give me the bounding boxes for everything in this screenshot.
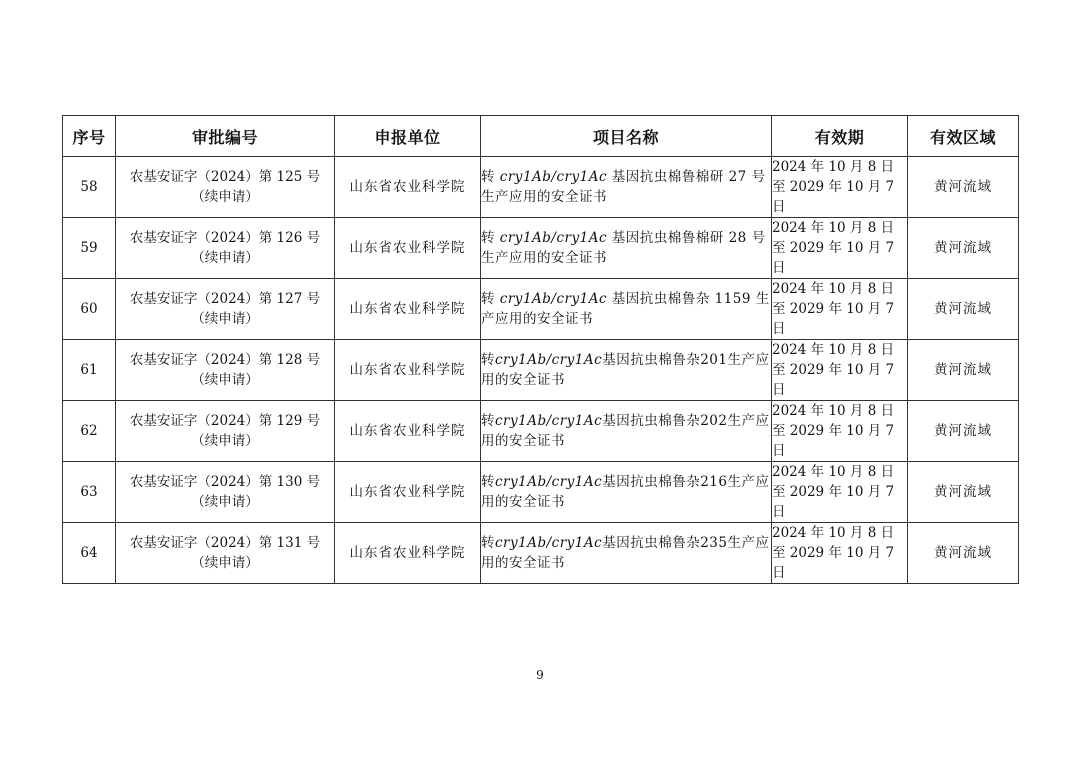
header-applicant-unit: 申报单位 xyxy=(335,116,481,157)
table-row xyxy=(63,157,1019,218)
approval-number-cell xyxy=(116,218,335,279)
project-name-suffix: 基因抗虫棉鲁杂202生产应用的安全证书 xyxy=(481,413,770,449)
project-name-prefix: 转 xyxy=(481,291,500,307)
project-name-cell xyxy=(481,279,772,340)
header-serial-number: 序号 xyxy=(63,116,116,157)
project-name-prefix: 转 xyxy=(481,230,500,246)
approval-number: 农基安证字（2024）第 125 号 xyxy=(129,169,321,185)
validity-period-cell: 2024 年 10 月 8 日至 2029 年 10 月 7 日 xyxy=(772,523,908,584)
applicant-unit-cell: 山东省农业科学院 xyxy=(335,523,481,584)
gene-name: cry1Ab/cry1Ac xyxy=(495,474,603,490)
project-name-cell xyxy=(481,157,772,218)
approval-number-cell xyxy=(116,523,335,584)
header-validity-period: 有效期 xyxy=(772,116,908,157)
renewal-note: （续申请） xyxy=(191,433,259,449)
project-name-suffix: 基因抗虫棉鲁杂235生产应用的安全证书 xyxy=(481,535,770,571)
project-name-cell xyxy=(481,401,772,462)
approval-number-cell xyxy=(116,279,335,340)
project-name-prefix: 转 xyxy=(481,352,495,368)
renewal-note: （续申请） xyxy=(191,189,259,205)
approval-number: 农基安证字（2024）第 126 号 xyxy=(129,230,321,246)
gene-name: cry1Ab/cry1Ac xyxy=(495,352,603,368)
applicant-unit-cell: 山东省农业科学院 xyxy=(335,279,481,340)
applicant-unit-cell: 山东省农业科学院 xyxy=(335,218,481,279)
project-name-prefix: 转 xyxy=(481,474,495,490)
table-row xyxy=(63,523,1019,584)
project-name-suffix: 基因抗虫棉鲁杂 1159 生产应用的安全证书 xyxy=(481,291,770,327)
serial-number-cell: 63 xyxy=(63,462,116,523)
approval-number-cell xyxy=(116,157,335,218)
applicant-unit-cell: 山东省农业科学院 xyxy=(335,157,481,218)
renewal-note: （续申请） xyxy=(191,494,259,510)
valid-region-cell: 黄河流域 xyxy=(908,462,1019,523)
page-number: 9 xyxy=(536,668,544,682)
approval-number: 农基安证字（2024）第 128 号 xyxy=(129,352,321,368)
serial-number-cell: 58 xyxy=(63,157,116,218)
project-name-cell xyxy=(481,218,772,279)
table-row xyxy=(63,462,1019,523)
serial-number-cell: 59 xyxy=(63,218,116,279)
project-name-cell xyxy=(481,523,772,584)
project-name-cell xyxy=(481,340,772,401)
valid-region-cell: 黄河流域 xyxy=(908,157,1019,218)
validity-period-cell: 2024 年 10 月 8 日至 2029 年 10 月 7 日 xyxy=(772,157,908,218)
header-valid-region: 有效区域 xyxy=(908,116,1019,157)
project-name-prefix: 转 xyxy=(481,535,495,551)
renewal-note: （续申请） xyxy=(191,311,259,327)
approval-number-cell xyxy=(116,401,335,462)
serial-number-cell: 64 xyxy=(63,523,116,584)
gene-name: cry1Ab/cry1Ac xyxy=(499,291,608,307)
table-row xyxy=(63,218,1019,279)
table-row xyxy=(63,279,1019,340)
approval-number: 农基安证字（2024）第 129 号 xyxy=(129,413,321,429)
table-body xyxy=(63,157,1019,584)
valid-region-cell: 黄河流域 xyxy=(908,218,1019,279)
project-name-suffix: 基因抗虫棉鲁棉研 28 号生产应用的安全证书 xyxy=(481,230,766,266)
project-name-cell xyxy=(481,462,772,523)
applicant-unit-cell: 山东省农业科学院 xyxy=(335,401,481,462)
gene-name: cry1Ab/cry1Ac xyxy=(499,169,608,185)
renewal-note: （续申请） xyxy=(191,250,259,266)
table-row xyxy=(63,401,1019,462)
approval-number: 农基安证字（2024）第 130 号 xyxy=(129,474,321,490)
validity-period-cell: 2024 年 10 月 8 日至 2029 年 10 月 7 日 xyxy=(772,462,908,523)
valid-region-cell: 黄河流域 xyxy=(908,279,1019,340)
validity-period-cell: 2024 年 10 月 8 日至 2029 年 10 月 7 日 xyxy=(772,279,908,340)
gene-name: cry1Ab/cry1Ac xyxy=(495,413,603,429)
approval-table xyxy=(62,115,1019,584)
validity-period-cell: 2024 年 10 月 8 日至 2029 年 10 月 7 日 xyxy=(772,401,908,462)
table-row xyxy=(63,340,1019,401)
project-name-prefix: 转 xyxy=(481,413,495,429)
approval-number-cell xyxy=(116,462,335,523)
renewal-note: （续申请） xyxy=(191,372,259,388)
validity-period-cell: 2024 年 10 月 8 日至 2029 年 10 月 7 日 xyxy=(772,218,908,279)
applicant-unit-cell: 山东省农业科学院 xyxy=(335,462,481,523)
table-header-row xyxy=(63,116,1019,157)
gene-name: cry1Ab/cry1Ac xyxy=(499,230,608,246)
serial-number-cell: 62 xyxy=(63,401,116,462)
valid-region-cell: 黄河流域 xyxy=(908,523,1019,584)
project-name-suffix: 基因抗虫棉鲁杂201生产应用的安全证书 xyxy=(481,352,770,388)
approval-number: 农基安证字（2024）第 127 号 xyxy=(129,291,321,307)
project-name-prefix: 转 xyxy=(481,169,500,185)
serial-number-cell: 60 xyxy=(63,279,116,340)
gene-name: cry1Ab/cry1Ac xyxy=(495,535,603,551)
approval-number-cell xyxy=(116,340,335,401)
renewal-note: （续申请） xyxy=(191,555,259,571)
approval-number: 农基安证字（2024）第 131 号 xyxy=(129,535,321,551)
project-name-suffix: 基因抗虫棉鲁棉研 27 号生产应用的安全证书 xyxy=(481,169,766,205)
serial-number-cell: 61 xyxy=(63,340,116,401)
applicant-unit-cell: 山东省农业科学院 xyxy=(335,340,481,401)
validity-period-cell: 2024 年 10 月 8 日至 2029 年 10 月 7 日 xyxy=(772,340,908,401)
valid-region-cell: 黄河流域 xyxy=(908,340,1019,401)
project-name-suffix: 基因抗虫棉鲁杂216生产应用的安全证书 xyxy=(481,474,770,510)
valid-region-cell: 黄河流域 xyxy=(908,401,1019,462)
header-project-name: 项目名称 xyxy=(481,116,772,157)
header-approval-number: 审批编号 xyxy=(116,116,335,157)
